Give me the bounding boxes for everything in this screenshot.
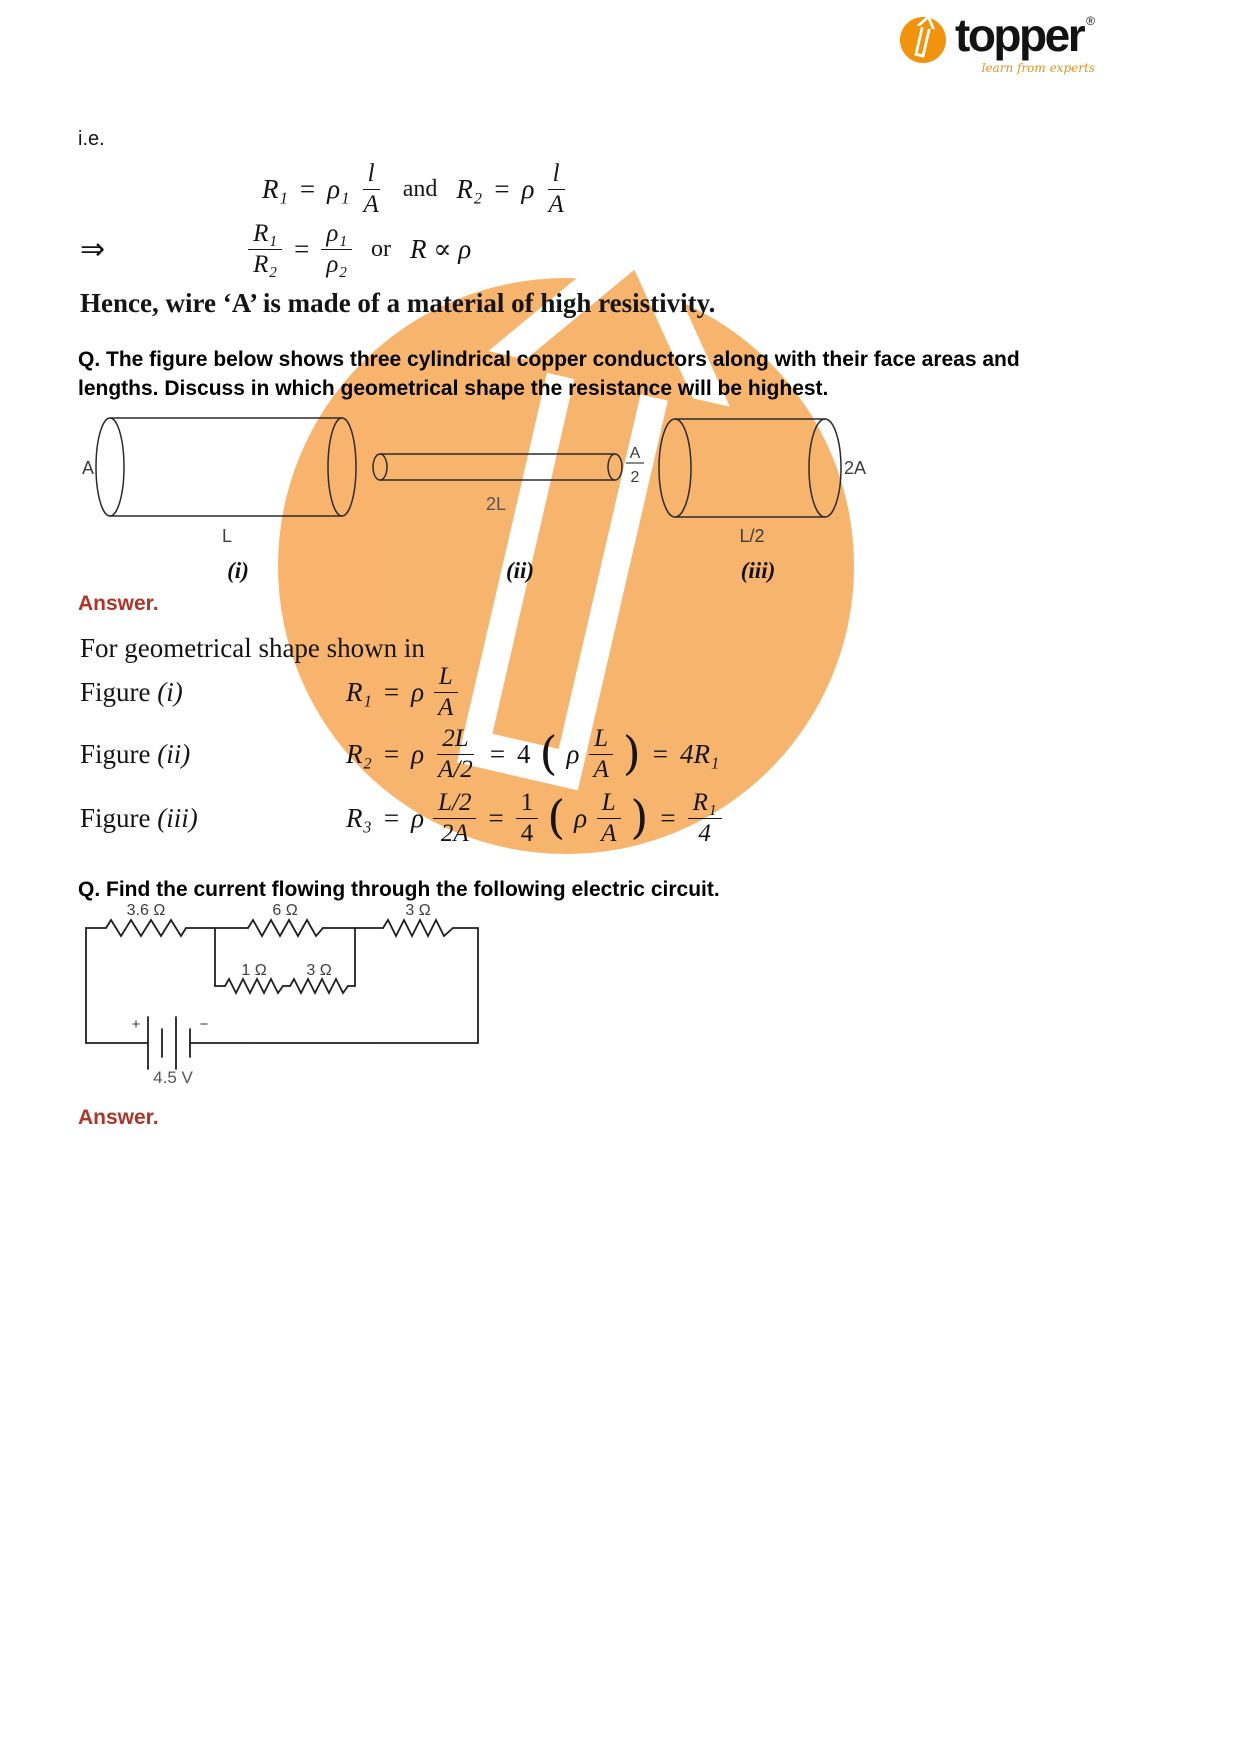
answer-row-figure-iii — [80, 788, 722, 848]
equation-r2 — [346, 725, 719, 784]
conclusion-text: Hence, wire ‘A’ is made of a material of high resistivity. — [80, 288, 716, 318]
resistor-label-3-ohm: 3 Ω — [405, 903, 431, 919]
equation-r3 — [346, 789, 722, 848]
length-label-cyl3: L/2 — [739, 526, 765, 546]
equals-sign: = — [383, 738, 400, 769]
fraction — [596, 789, 621, 848]
length-label-cyl1: L — [221, 526, 233, 546]
math-var: R₂ — [346, 738, 372, 769]
fraction — [433, 663, 458, 722]
fraction-denominator: A — [438, 693, 454, 721]
figure-word: Figure — [80, 738, 151, 769]
figure-ii-label — [80, 739, 346, 770]
math-var: R₁ — [346, 676, 372, 707]
fraction-numerator: R₁ — [688, 789, 722, 819]
fraction-numerator: L — [597, 789, 621, 819]
math-var: ρ — [411, 802, 425, 833]
equals-sign: = — [299, 174, 316, 204]
caption-ii: (ii) — [505, 558, 535, 583]
equals-sign: = — [488, 802, 504, 833]
left-paren: ( — [539, 726, 558, 781]
left-paren: ( — [547, 790, 566, 845]
equals-sign: = — [383, 676, 400, 707]
figure-word: Figure — [80, 676, 151, 707]
logo-text — [955, 9, 1095, 75]
registered-mark: ® — [1086, 14, 1095, 28]
figure-numeral: (ii) — [157, 738, 191, 769]
topper-logo-icon — [898, 14, 948, 64]
fraction-numerator: l — [363, 160, 380, 190]
fraction-numerator: 2L — [437, 725, 473, 755]
math-var: ρ — [411, 676, 425, 707]
fraction-one-fourth — [516, 789, 539, 848]
result: 4R₁ — [679, 738, 720, 769]
equation-line-2 — [80, 220, 471, 279]
area-label-cyl1: A — [81, 458, 95, 478]
resistor-label-3-ohm-parallel: 3 Ω — [306, 962, 332, 979]
fraction-denominator: ρ₂ — [326, 251, 348, 278]
fraction-numerator: L — [434, 663, 458, 693]
brand-name: topper — [955, 9, 1084, 61]
answer-1-intro: For geometrical shape shown in — [80, 633, 425, 663]
fraction-numerator: ρ₁ — [321, 220, 352, 250]
equals-sign: = — [494, 174, 510, 204]
coefficient: 4 — [517, 738, 531, 769]
caption-iii: (iii) — [740, 558, 776, 583]
fraction-rho1-over-rho2 — [321, 220, 352, 279]
answer-label-2: Answer. — [78, 1106, 159, 1129]
figure-numeral: (iii) — [157, 802, 198, 833]
question-2: Q. Find the current flowing through the following electric circuit. — [78, 878, 720, 901]
brand-tagline: learn from experts — [981, 60, 1095, 75]
fraction-numerator: L/2 — [433, 789, 476, 819]
fraction-numerator: L — [589, 725, 613, 755]
fraction-denominator: 4 — [698, 819, 711, 847]
equals-sign: = — [489, 738, 506, 769]
implies-arrow: ⇒ — [80, 232, 106, 267]
fraction-l-over-a — [544, 160, 569, 219]
right-paren: ) — [630, 790, 649, 845]
word-or: or — [371, 236, 392, 262]
battery-voltage-label: 4.5 V — [153, 1068, 193, 1087]
figure-word: Figure — [80, 802, 151, 833]
math-var-rho: ρ — [521, 174, 535, 204]
proportionality-relation: R ∝ ρ — [410, 234, 472, 264]
fraction — [433, 725, 478, 784]
resistor-label-6-ohm: 6 Ω — [272, 903, 298, 919]
math-var: ρ — [574, 802, 588, 833]
word-and: and — [402, 176, 438, 202]
topper-logo — [898, 9, 1095, 75]
fraction — [588, 725, 613, 784]
fraction-denominator: A — [593, 755, 609, 783]
math-var-r2: R₂ — [456, 174, 483, 204]
equals-sign: = — [383, 802, 400, 833]
math-var-r1: R₁ — [262, 174, 288, 204]
math-var: R₃ — [346, 802, 372, 833]
fraction-r1-over-r2 — [248, 220, 282, 279]
equals-sign: = — [660, 802, 676, 833]
ie-label: i.e. — [78, 128, 105, 150]
math-var: ρ — [566, 738, 580, 769]
right-paren: ) — [622, 726, 641, 781]
answer-label-1: Answer. — [78, 592, 159, 615]
fraction-denominator: R₂ — [253, 251, 278, 278]
fraction-numerator: l — [548, 160, 565, 190]
math-var-rho1: ρ₁ — [327, 174, 350, 204]
caption-i: (i) — [227, 558, 249, 583]
fraction-denominator: 2A — [440, 819, 469, 847]
battery-minus-sign: − — [199, 1016, 209, 1033]
fraction-denominator: A — [363, 191, 379, 218]
resistor-label-3p6-ohm: 3.6 Ω — [126, 903, 166, 919]
area-label-cyl3: 2A — [844, 458, 867, 478]
fraction — [433, 789, 476, 848]
figure-numeral: (i) — [157, 676, 183, 707]
fraction-denominator: A — [548, 191, 564, 218]
length-label-cyl2: 2L — [485, 494, 507, 514]
fraction-numerator: 1 — [516, 789, 539, 819]
fraction-numerator: R₁ — [248, 220, 282, 250]
figure-iii-label — [80, 803, 346, 834]
battery-plus-sign: + — [131, 1016, 141, 1033]
fraction-denominator: A — [601, 819, 617, 847]
equals-sign: = — [294, 234, 310, 264]
equation-r1 — [346, 663, 458, 722]
equation-line-1 — [262, 160, 569, 219]
resistor-label-1-ohm: 1 Ω — [241, 962, 267, 979]
figure-i-label — [80, 677, 346, 708]
question-1: Q. The figure below shows three cylindrical copper conductors along with their face areas and lengths. Discuss in which geometrical shape the resistance will be highest. — [78, 348, 1020, 400]
fraction-denominator: A/2 — [438, 755, 473, 783]
answer-row-figure-i — [80, 662, 458, 722]
circuit-figure — [78, 903, 508, 1098]
fraction-r1-over-4 — [688, 789, 722, 848]
conductors-figure — [70, 406, 1170, 588]
area-label-cyl2-num: A — [629, 445, 641, 462]
fraction-denominator: 4 — [520, 819, 534, 847]
answer-row-figure-ii — [80, 724, 719, 784]
equals-sign: = — [652, 738, 668, 769]
fraction-l-over-a — [358, 160, 383, 219]
math-var: ρ — [411, 738, 425, 769]
area-label-cyl2-den: 2 — [630, 469, 640, 486]
